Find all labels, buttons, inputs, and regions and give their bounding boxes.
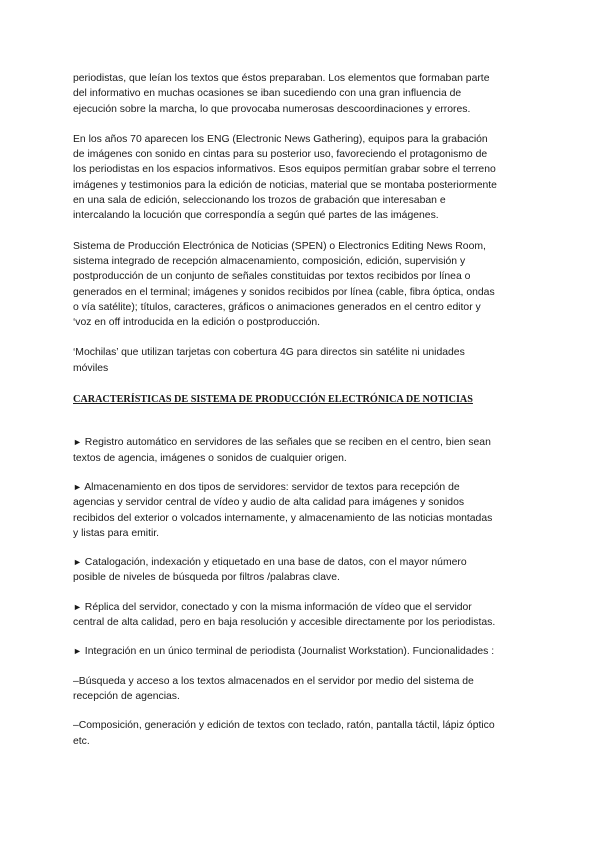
bullet-text: Réplica del servidor, conectado y con la misma información de vídeo que el servidor central de alta calidad, pero en baja resolución y accesible directamente por los periodistas. [73, 601, 496, 629]
bullet-arrow-icon: ► [73, 646, 82, 657]
dash-item-busqueda: –Búsqueda y acceso a los textos almacenados en el servidor por medio del sistema de recepción de agencias. [73, 675, 474, 702]
bullet-text: Catalogación, indexación y etiquetado en una base de datos, con el mayor número posible de niveles de búsqueda por filtros /palabras clave. [73, 557, 467, 584]
bullet-text: Almacenamiento en dos tipos de servidores: servidor de textos para recepción de agencias y servidor central de vídeo y audio de alta calidad para imágenes y sonidos recibidos del exterior o volcados internamente, y almacenamiento de las noticias montadas y listas para emitir. [73, 481, 493, 539]
bullet-arrow-icon: ► [73, 601, 82, 612]
section-heading: CARACTERÍSTICAS DE SISTEMA DE PRODUCCIÓN ELECTRÓNICA DE NOTICIAS [73, 394, 473, 406]
bullet-item-catalogacion [73, 555, 533, 586]
dash-item-composicion: –Composición, generación y edición de textos con teclado, ratón, pantalla táctil, lápiz óptico etc. [73, 720, 495, 747]
bullet-item-registro [73, 435, 533, 466]
paragraph-informativo-intro: periodistas, que leían los textos que éstos preparaban. Los elementos que formaban parte del informativo en muchas ocasiones se iban sucediendo con una gran influencia de ejecución sobre la marcha, lo que provocaba numerosas descoordinaciones y errores. [73, 73, 490, 115]
bullet-arrow-icon: ► [73, 437, 82, 448]
bullet-text: Registro automático en servidores de las señales que se reciben en el centro, bien sean textos de agencia, imágenes o sonidos de cualquier origen. [73, 437, 491, 464]
paragraph-mochilas: ‘Mochilas’ que utilizan tarjetas con cobertura 4G para directos sin satélite ni unidades móviles [73, 347, 465, 374]
bullet-item-integracion [73, 644, 533, 659]
bullet-text: Integración en un único terminal de periodista (Journalist Workstation). Funcionalidades : [81, 646, 495, 658]
bullet-arrow-icon: ► [73, 557, 82, 568]
paragraph-eng: En los años 70 aparecen los ENG (Electronic News Gathering), equipos para la grabación de imágenes con sonido en cintas para su posterior uso, favoreciendo el protagonismo de los periodistas en los espacios informativos. Esos equipos permitían grabar sobre el terreno imágenes y testimonios para la edición de noticias, material que se montaba posteriormente en una sala de edición, seleccionando los trozos de grabación que interesaban e intercalando la locución que correspondía a según qué partes de las imágenes. [73, 133, 497, 222]
document-page [73, 71, 533, 749]
bullet-item-replica [73, 600, 533, 631]
paragraph-spen: Sistema de Producción Electrónica de Noticias (SPEN) o Electronics Editing News Room, sistema integrado de recepción almacenamiento, composición, edición, supervisión y postproducción de un conjunto de señales constituidas por textos recibidos por línea o generados en el terminal; imágenes y sonidos recibidos por línea (cable, fibra óptica, ondas o vía satélite); títulos, caracteres, gráficos o animaciones generados en el centro editor y ‘voz en off introducida en la edición o postproducción. [73, 240, 495, 329]
bullet-item-almacenamiento [73, 480, 533, 541]
bullet-arrow-icon: ► [73, 481, 82, 492]
